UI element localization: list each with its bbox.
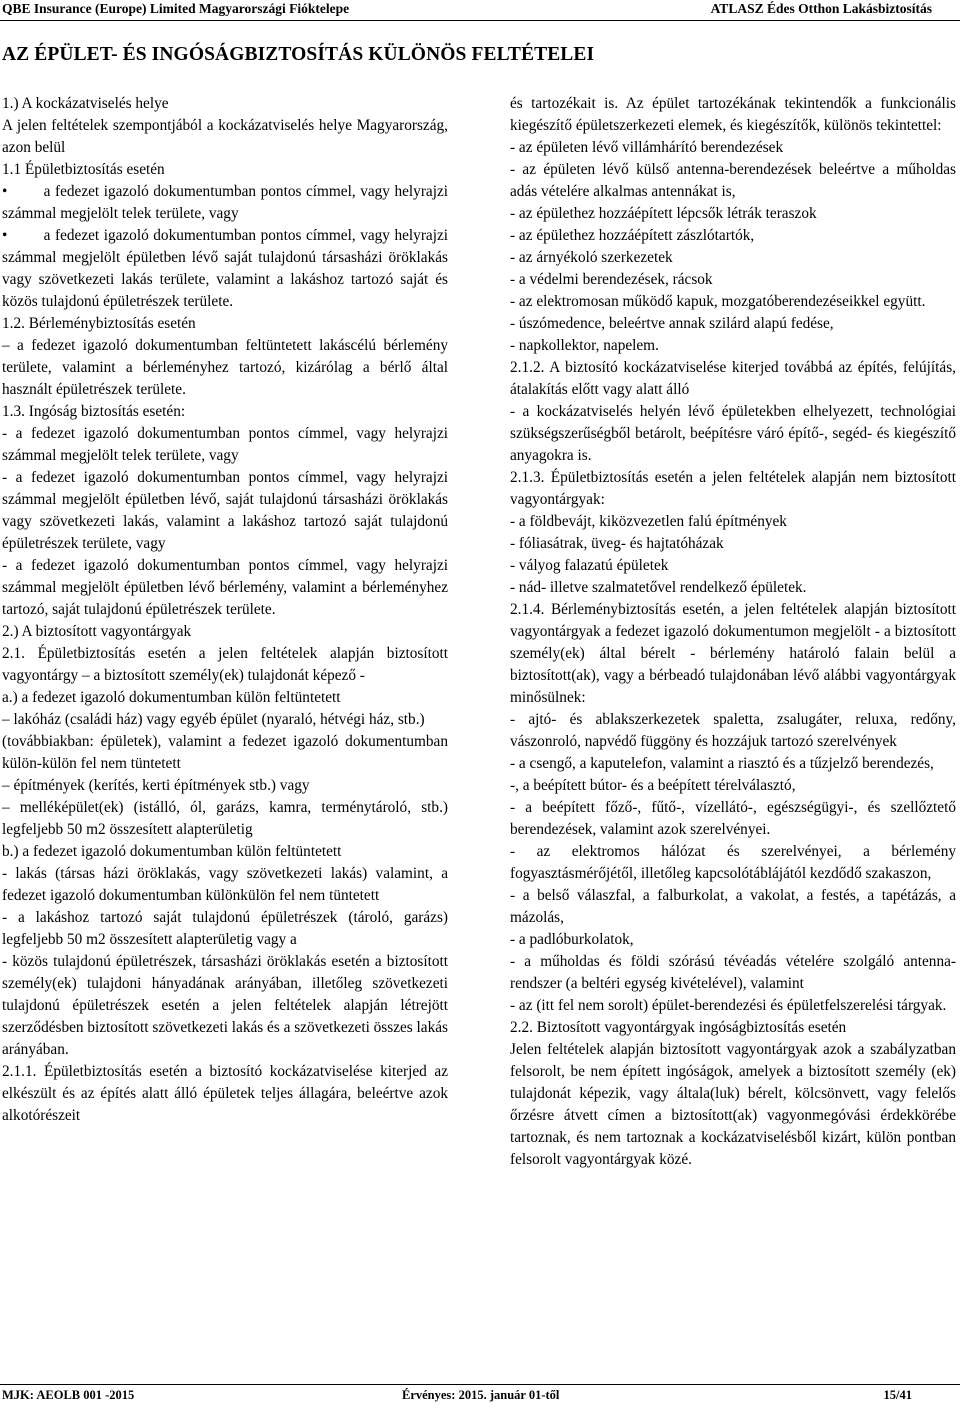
paragraph: - az elektromosan működő kapuk, mozgatóberendezéseikkel együtt. (510, 293, 926, 310)
footer-validity: Érvényes: 2015. január 01-től (402, 1388, 560, 1402)
document-title: AZ ÉPÜLET- ÉS INGÓSÁGBIZTOSÍTÁS KÜLÖNÖS FELTÉTELEI (2, 44, 595, 65)
left-column (2, 93, 448, 1127)
right-column (510, 93, 956, 1171)
paragraph: – építmények (kerítés, kerti építmények stb.) vagy (2, 777, 310, 794)
paragraph: - a földbevájt, kiközvezetlen falú építmények (510, 513, 787, 530)
paragraph: - vályog falazatú épületek (510, 557, 669, 574)
paragraph: 2.2. Biztosított vagyontárgyak ingóságbiztosítás esetén (510, 1019, 847, 1036)
paragraph: - a védelmi berendezések, rácsok (510, 271, 713, 288)
paragraph: 2.1.1. Épületbiztosítás esetén a biztosító kockázatviselése kiterjed az elkészült és az építés alatt álló épületek teljes állagára, beleértve azok alkotórészeit (2, 1063, 448, 1124)
paragraph: (továbbiakban: épületek), valamint a fedezet igazoló dokumentumban külön-külön fel nem tüntetett (2, 733, 448, 772)
paragraph: 1.1 Épületbiztosítás esetén (2, 161, 165, 178)
paragraph: - közös tulajdonú épületrészek, társasházi öröklakás esetén a biztosított személy(ek) tulajdoni hányadának arányában, illetőleg szövetkezeti tulajdonú épületrészek esetén a jelen feltételek alapján létrejött szerződésben biztosított szövetkezeti lakás és a szövetkezeti összes lakás arányában. (2, 953, 448, 1058)
paragraph: - fóliasátrak, üveg- és hajtatóházak (510, 535, 724, 552)
paragraph: és tartozékait is. Az épület tartozékának tekintendők a funkcionális kiegészítő épületszerkezeti elemek, és kiegészítők, különös tekintettel: (510, 95, 956, 134)
paragraph: 2.) A biztosított vagyontárgyak (2, 623, 192, 640)
paragraph: - ajtó- és ablakszerkezetek spaletta, zsalugáter, reluxa, redőny, vászonroló, napvédő függöny és hozzájuk tartozó szerelvények (510, 711, 956, 750)
paragraph: - a fedezet igazoló dokumentumban pontos címmel, vagy helyrajzi számmal megjelölt épületben lévő bérlemény, valamint a bérleményhez tartozó, saját tulajdonú épületrészek területe. (2, 557, 448, 618)
paragraph: - az épületen lévő külső antenna-berendezések beleértve a műholdas adás vételére alkalmas antennákat is, (510, 161, 956, 200)
paragraph: 2.1.2. A biztosító kockázatviselése kiterjed továbbá az építés, felújítás, átalakítás előtt vagy alatt álló (510, 359, 956, 398)
bullet-item: • a fedezet igazoló dokumentumban pontos címmel, vagy helyrajzi számmal megjelölt épületben lévő saját tulajdonú társasházi öröklakás vagy szövetkezeti lakás területe, valamint a lakáshoz tartozó saját és közös tulajdonú épületrészek területe. (2, 227, 448, 310)
header-product: ATLASZ Édes Otthon Lakásbiztosítás (710, 1, 932, 16)
page-header (0, 0, 960, 24)
paragraph: - a beépített főző-, fűtő-, vízellátó-, egészségügyi-, és szellőztető berendezések, valamint azok szerelvényei. (510, 799, 956, 838)
paragraph: - napkollektor, napelem. (510, 337, 659, 354)
paragraph: - az (itt fel nem sorolt) épület-berendezési és épületfelszerelési tárgyak. (510, 997, 947, 1014)
paragraph: - a padlóburkolatok, (510, 931, 634, 948)
page-footer (0, 1384, 960, 1408)
paragraph: - az épületen lévő villámhárító berendezések (510, 139, 784, 156)
paragraph: - a kockázatviselés helyén lévő épületekben elhelyezett, technológiai szükségszerűségből betárolt, beépítésre váró építő-, segéd- és kiegészítő anyagokra is. (510, 403, 956, 464)
paragraph: - a fedezet igazoló dokumentumban pontos címmel, vagy helyrajzi számmal megjelölt telek területe, vagy (2, 425, 448, 464)
header-rule (0, 20, 960, 21)
paragraph: -, a beépített bútor- és a beépített térelválasztó, (510, 777, 796, 794)
paragraph: 1.) A kockázatviselés helye (2, 95, 169, 112)
paragraph: A jelen feltételek szempontjából a kockázatviselés helye Magyarország, azon belül (2, 117, 448, 156)
footer-page-number: 15/41 (883, 1388, 912, 1402)
paragraph: – a fedezet igazoló dokumentumban feltüntetett lakáscélú bérlemény területe, valamint a bérleményhez tartozó, kizárólag a bérlő által használt épületrészek területe. (2, 337, 448, 398)
paragraph: - úszómedence, beleértve annak szilárd alapú fedése, (510, 315, 834, 332)
footer-document-code: MJK: AEOLB 001 -2015 (2, 1388, 135, 1402)
paragraph: a.) a fedezet igazoló dokumentumban külön feltüntetett (2, 689, 341, 706)
paragraph: 2.1. Épületbiztosítás esetén a jelen feltételek alapján biztosított vagyontárgy – a biztosított személy(ek) tulajdonát képező - (2, 645, 448, 684)
paragraph: - az elektromos hálózat és szerelvényei, a bérlemény fogyasztásmérőjétől, illetőleg kapcsolótáblájától kezdődő szakaszon, (510, 843, 956, 882)
paragraph: - lakás (társas házi öröklakás, vagy szövetkezeti lakás) valamint, a fedezet igazoló dokumentumban különkülön fel nem tüntetett (2, 865, 448, 904)
header-company: QBE Insurance (Europe) Limited Magyarországi Fióktelepe (2, 1, 350, 16)
paragraph: - a műholdas és földi szórású tévéadás vételére szolgáló antenna-rendszer (a beltéri egység kivételével), valamint (510, 953, 956, 992)
paragraph: b.) a fedezet igazoló dokumentumban külön feltüntetett (2, 843, 342, 860)
footer-rule (0, 1384, 960, 1385)
paragraph: – melléképület(ek) (istálló, ól, garázs, kamra, terménytároló, stb.) legfeljebb 50 m2 összesített alapterületig (2, 799, 448, 838)
paragraph: 1.2. Bérleménybiztosítás esetén (2, 315, 196, 332)
paragraph: Jelen feltételek alapján biztosított vagyontárgyak azok a szabályzatban felsorolt, be nem épített ingóságok, amelyek a biztosított személy (ek) tulajdonát képezik, vagy általa(luk) bérelt, kölcsönvett, vagy felelős őrzésre átvett címen a biztosított(ak) vagyonmegóvási érdekkörébe tartoznak, és nem tartoznak a kockázatviselésből kizárt, külön pontban felsorolt vagyontárgyak közé. (510, 1041, 956, 1168)
bullet-item: • a fedezet igazoló dokumentumban pontos címmel, vagy helyrajzi számmal megjelölt telek területe, vagy (2, 183, 448, 222)
paragraph: - az épülethez hozzáépített lépcsők létrák teraszok (510, 205, 817, 222)
paragraph: - a csengő, a kaputelefon, valamint a riasztó és a tűzjelző berendezés, (510, 755, 934, 772)
paragraph: 1.3. Ingóság biztosítás esetén: (2, 403, 186, 420)
paragraph: - a fedezet igazoló dokumentumban pontos címmel, vagy helyrajzi számmal megjelölt épületben lévő, saját tulajdonú társasházi öröklakás vagy szövetkezeti lakás, valamint a lakáshoz tartozó saját tulajdonú épületrészek területe, vagy (2, 469, 448, 552)
paragraph: 2.1.4. Bérleménybiztosítás esetén, a jelen feltételek alapján biztosított vagyontárgyak a fedezet igazoló dokumentumon megjelölt - a biztosított személy(ek) által bérelt - bérlemény határoló falain belül a biztosított(ak), vagy a bérbeadó tulajdonában lévő alábbi vagyontárgyak minősülnek: (510, 601, 956, 706)
paragraph: - az árnyékoló szerkezetek (510, 249, 673, 266)
paragraph: - az épülethez hozzáépített zászlótartók, (510, 227, 755, 244)
paragraph: – lakóház (családi ház) vagy egyéb épület (nyaraló, hétvégi ház, stb.) (2, 711, 425, 728)
paragraph: - a belső válaszfal, a falburkolat, a vakolat, a festés, a tapétázás, a mázolás, (510, 887, 956, 926)
paragraph: - nád- illetve szalmatetővel rendelkező épületek. (510, 579, 807, 596)
paragraph: - a lakáshoz tartozó saját tulajdonú épületrészek (tároló, garázs) legfeljebb 50 m2 összesített alapterületig vagy a (2, 909, 448, 948)
paragraph: 2.1.3. Épületbiztosítás esetén a jelen feltételek alapján nem biztosított vagyontárgyak: (510, 469, 956, 508)
